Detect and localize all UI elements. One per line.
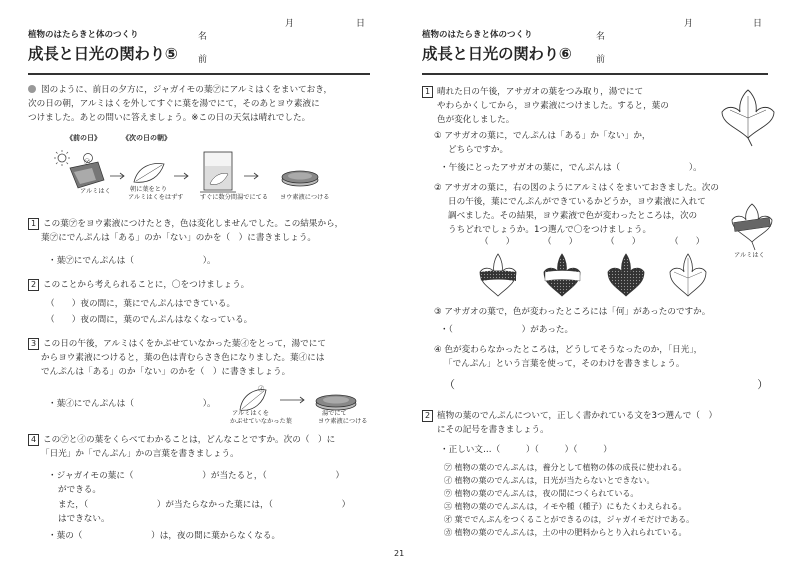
- sub-question-4-line-2: 「でんぷん」という言葉を使って，そのわけを書きましょう。: [444, 359, 685, 369]
- question-4-line-1: 4 この㋐と㋑の葉をくらべてわかることは，どんなことですか。次の（ ）に: [28, 434, 335, 448]
- question-number: 1: [422, 86, 433, 98]
- sub-question-4-line-1: ④ 色が変わらなかったところは，どうしてそうなったのか，「日光」，: [434, 345, 703, 355]
- q3-caption-1a: アルミはくを: [232, 410, 269, 417]
- sub-question-2-line-1: ② アサガオの葉に，右の図のようにアルミはくをまいておきました。次の: [434, 183, 719, 193]
- foil-wrapped-leaf-image: [730, 202, 774, 252]
- sub-question-4-answer[interactable]: （ ）: [444, 378, 768, 391]
- question-3-answer[interactable]: ・葉㋑にでんぷんは（ ）。: [48, 399, 216, 409]
- question-number: 4: [28, 434, 39, 446]
- fig-step4-caption: ヨウ素液につける: [280, 194, 330, 201]
- beaker-icon: [200, 152, 236, 192]
- option-b: ㋑ 植物の葉のでんぷんは，日光が当たらないとできない。: [444, 476, 655, 485]
- sub-question-2-line-4: うちどれでしょうか。1つ選んで〇をつけましょう。: [448, 225, 652, 235]
- question-3-line-2: からヨウ素液につけると，葉の色は青むらさき色になりました。葉㋑には: [41, 353, 325, 363]
- bullet-dot: [28, 85, 36, 93]
- question-1-line-2: 葉㋐にでんぷんは「ある」のか「ない」のかを（ ）に書きましょう。: [41, 233, 317, 243]
- intro-line-1: 図のように、前日の夕方に，ジャガイモの葉㋐にアルミはくをまいておき，: [28, 84, 332, 98]
- page-number: 21: [394, 549, 405, 558]
- header-rule: [28, 73, 370, 75]
- name-label: 名前: [596, 32, 606, 65]
- question-4-answer-2b: はできない。: [58, 514, 110, 524]
- sun-icon: [54, 150, 70, 166]
- question-2-line-1: 2 植物の葉のでんぷんについて，正しく書かれている文を3つ選んで（ ）: [422, 410, 717, 424]
- question-4-answer-2[interactable]: また，（ ）が当たらなかった葉には，（ ）: [58, 500, 351, 510]
- leaf-choice-2: [544, 254, 580, 296]
- question-number: 2: [28, 279, 39, 291]
- intro-line-2: 次の日の朝，アルミはくを外してすぐに葉を湯でにて，そのあとヨウ素液に: [28, 99, 320, 109]
- worksheet-subtitle: 植物のはたらきと体のつくり: [422, 30, 533, 40]
- choice-3[interactable]: （ ）: [606, 237, 641, 247]
- leaf-choice-3: [608, 254, 644, 296]
- question-1-line-1: 1 晴れた日の午後，アサガオの葉をつみ取り，湯でにて: [422, 86, 643, 100]
- choice-1[interactable]: （ ）: [480, 237, 515, 247]
- sub-question-3: ③ アサガオの葉で，色が変わったところには「何」があったのですか。: [434, 307, 711, 317]
- question-number: 3: [28, 338, 39, 350]
- month-label: 月: [684, 19, 694, 29]
- worksheet-title: 成長と日光の関わり⑥: [422, 45, 572, 63]
- option-e: ㋔ 葉ででんぷんをつくることができるのは，ジャガイモだけである。: [444, 515, 695, 524]
- header-rule: [422, 73, 768, 75]
- question-1-line-2: やわらかくしてから，ヨウ素液につけました。すると，葉の: [437, 101, 669, 111]
- leaf-choice-1: [480, 254, 516, 296]
- option-f: ㋕ 植物の葉のでんぷんは，土の中の肥料からとり入れられている。: [444, 528, 687, 537]
- option-a: ㋐ 植物の葉のでんぷんは，養分として植物の体の成長に使われる。: [444, 463, 687, 472]
- question-3-line-1: 3 この日の午後，アルミはくをかぶせていなかった葉㋑をとって，湯でにて: [28, 338, 326, 352]
- experiment-figure: [0, 140, 400, 220]
- sub-question-3-answer[interactable]: ・（ ）があった。: [440, 325, 574, 335]
- fig-step3-caption: すぐに数分間湯でにてる: [200, 194, 269, 201]
- q3-caption-1b: かぶせていなかった葉: [230, 418, 292, 425]
- question-2-option-2[interactable]: （ ）夜の間に，葉のでんぷんはなくなっている。: [46, 315, 253, 325]
- fig-leaf-a-mark: ㋐: [84, 159, 91, 166]
- question-2-text: 2 このことから考えられることに，〇をつけましょう。: [28, 279, 249, 293]
- petri-dish-icon: [282, 171, 318, 186]
- question-1-answer[interactable]: ・葉㋐にでんぷんは（ ）。: [48, 256, 216, 266]
- sub-question-1-answer[interactable]: ・午後にとったアサガオの葉に，でんぷんは（ ）。: [440, 163, 702, 173]
- day-label: 日: [356, 19, 366, 29]
- fig-day-before: 《前の日》: [66, 134, 101, 142]
- sub-question-2-line-2: 日の午後，葉にでんぷんができているかどうか，ヨウ素液に入れて: [448, 197, 706, 207]
- question-4-answer-3[interactable]: ・葉の（ ）は，夜の間に葉からなくなる。: [48, 531, 281, 541]
- fig-foil-caption: アルミはく: [80, 188, 111, 195]
- fig-next-day: 《次の日の朝》: [122, 134, 171, 142]
- fig-step2-caption-b: アルミはくをはずす: [128, 194, 184, 201]
- foil-label: アルミはく: [734, 252, 765, 259]
- q3-caption-2b: ヨウ素液につける: [318, 418, 368, 425]
- choice-2[interactable]: （ ）: [543, 237, 578, 247]
- question-1-line-1: 1 この葉㋐をヨウ素液につけたとき，色は変化しませんでした。この結果から，: [28, 218, 343, 232]
- question-1-line-3: 色が変化しました。: [437, 115, 515, 125]
- right-worksheet-page: [400, 0, 800, 573]
- worksheet-subtitle: 植物のはたらきと体のつくり: [28, 30, 139, 40]
- intro-line-3: つけました。あとの問いに答えましょう。※この日の天気は晴れでした。: [28, 113, 311, 123]
- option-c: ㋒ 植物の葉のでんぷんは，夜の間につくられている。: [444, 489, 639, 498]
- q3-caption-2a: 湯でにて: [322, 410, 347, 417]
- leaf-icon: [134, 164, 164, 183]
- month-label: 月: [285, 19, 295, 29]
- sub-question-1-line-1: ① アサガオの葉に，でんぷんは「ある」か「ない」か，: [434, 131, 651, 141]
- name-label: 名前: [198, 32, 208, 65]
- choice-leaves-figure: [464, 250, 784, 300]
- worksheet-title: 成長と日光の関わり⑤: [28, 45, 178, 63]
- question-2-option-1[interactable]: （ ）夜の間に，葉にでんぷんはできている。: [46, 299, 236, 309]
- day-label: 日: [753, 19, 763, 29]
- sub-question-1-line-2: どちらですか。: [448, 145, 509, 155]
- question-number: 1: [28, 218, 39, 230]
- question-3-line-3: でんぷんは「ある」のか「ない」のかを（ ）に書きましょう。: [41, 367, 291, 377]
- morning-glory-leaf-image: [718, 88, 778, 148]
- question-number: 2: [422, 410, 433, 422]
- option-d: ㋓ 植物の葉のでんぷんは，イモや種（種子）にもたくわえられる。: [444, 502, 687, 511]
- question-2-answer[interactable]: ・正しい文…（ ）（ ）（ ）: [440, 445, 612, 455]
- question-4-answer-1[interactable]: ・ジャガイモの葉に（ ）が当たると，（ ）: [48, 471, 345, 481]
- choice-4[interactable]: （ ）: [670, 237, 705, 247]
- question-4-line-2: 「日光」か「でんぷん」かの言葉を書きましょう。: [41, 449, 239, 459]
- leaf-choice-4: [670, 254, 706, 296]
- question-4-answer-1b: ができる。: [58, 485, 101, 495]
- question-2-line-2: にその記号を書きましょう。: [437, 425, 549, 435]
- q3-leaf-mark: ㋑: [258, 386, 265, 393]
- petri-dish-icon: [316, 395, 356, 410]
- fig-step2-caption-a: 朝に葉をとり: [130, 186, 168, 193]
- sub-question-2-line-3: 調べました。その結果，ヨウ素液で色が変わったところは，次の: [448, 211, 698, 221]
